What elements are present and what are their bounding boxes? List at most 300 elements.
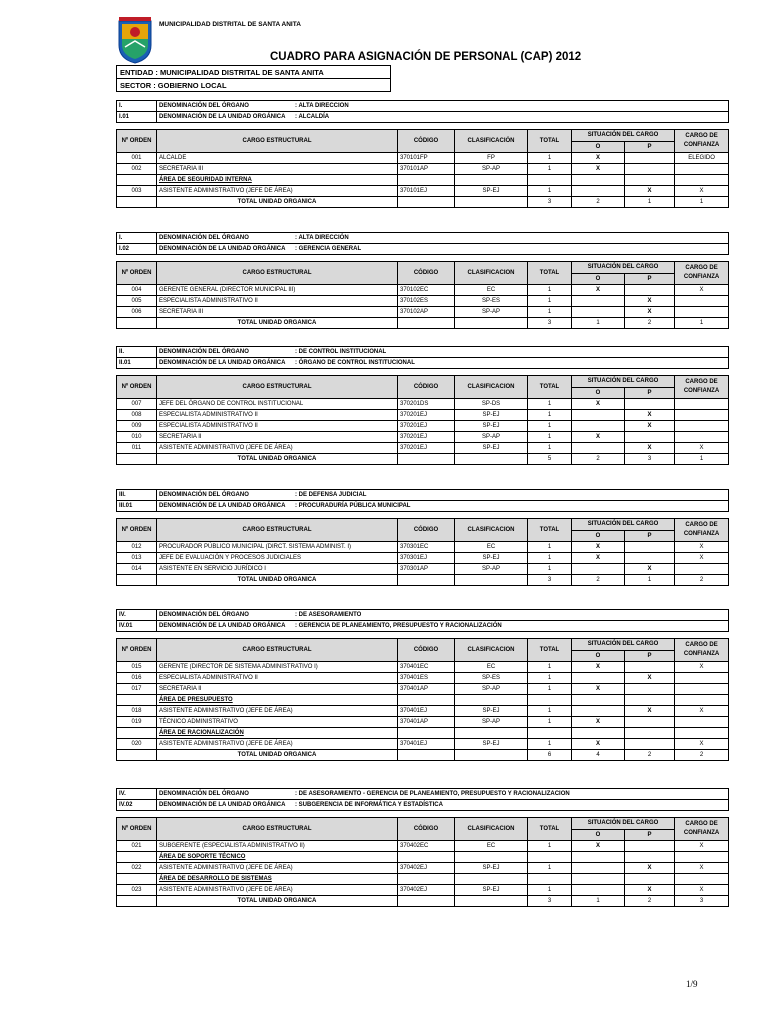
total-p: 2 xyxy=(625,750,675,761)
empty-cell xyxy=(455,175,528,186)
table-row xyxy=(117,153,729,164)
total-cell: 1 xyxy=(528,673,572,684)
table-row xyxy=(117,885,729,896)
clasificacion-cell: FP xyxy=(455,153,528,164)
clasificacion-cell: SP-AP xyxy=(455,432,528,443)
orden-header: Nº ORDEN xyxy=(117,130,157,153)
empty-cell xyxy=(455,874,528,885)
orden-cell: 015 xyxy=(117,662,157,673)
unit-table xyxy=(116,609,729,761)
area-label: ÁREA DE SOPORTE TÉCNICO xyxy=(157,852,398,863)
situacion-o-cell xyxy=(572,863,625,874)
confianza-cell xyxy=(675,421,729,432)
orden-cell: 001 xyxy=(117,153,157,164)
confianza-header: CARGO DE CONFIANZA xyxy=(675,818,729,841)
confianza-cell: X xyxy=(675,186,729,197)
total-unidad-label: TOTAL UNIDAD ORGANICA xyxy=(157,454,398,465)
empty-cell xyxy=(398,874,455,885)
empty-cell xyxy=(625,728,675,739)
orden-cell xyxy=(117,454,157,465)
orden-cell: 016 xyxy=(117,673,157,684)
table-row xyxy=(117,432,729,443)
area-label: ÁREA DE SEGURIDAD INTERNA xyxy=(157,175,398,186)
cargo-cell: SECRETARIA III xyxy=(157,307,398,318)
clasificacion-cell: SP-EJ xyxy=(455,410,528,421)
codigo-cell: 370201EJ xyxy=(398,421,455,432)
empty-cell xyxy=(572,728,625,739)
cargo-cell: ASISTENTE ADMINISTRATIVO (JEFE DE ÁREA) xyxy=(157,706,398,717)
empty-cell xyxy=(398,575,455,586)
cargo-cell: TÉCNICO ADMINISTRATIVO xyxy=(157,717,398,728)
orden-cell: 003 xyxy=(117,186,157,197)
orden-cell xyxy=(117,197,157,208)
orden-header: Nº ORDEN xyxy=(117,818,157,841)
table-row xyxy=(117,553,729,564)
organo-denomination: DENOMINACIÓN DEL ÓRGANO : ALTA DIRECCION xyxy=(157,101,729,112)
situacion-p-cell: X xyxy=(625,673,675,684)
situacion-p-header: P xyxy=(625,530,675,542)
table-row xyxy=(117,421,729,432)
unidad-number: IV.02 xyxy=(117,800,157,811)
clasificacion-cell: EC xyxy=(455,285,528,296)
situacion-p-cell: X xyxy=(625,410,675,421)
organo-number: I. xyxy=(117,101,157,112)
total-p: 2 xyxy=(625,896,675,907)
total-sum: 3 xyxy=(528,896,572,907)
total-cell: 1 xyxy=(528,421,572,432)
situacion-p-cell: X xyxy=(625,885,675,896)
cargo-cell: GERENTE GENERAL (DIRECTOR MUNICIPAL III) xyxy=(157,285,398,296)
situacion-o-cell: X xyxy=(572,553,625,564)
codigo-cell: 370401AP xyxy=(398,684,455,695)
codigo-cell: 370201EJ xyxy=(398,443,455,454)
situacion-p-header: P xyxy=(625,650,675,662)
orden-cell: 018 xyxy=(117,706,157,717)
empty-cell xyxy=(625,175,675,186)
total-p: 2 xyxy=(625,318,675,329)
confianza-cell xyxy=(675,432,729,443)
confianza-cell: X xyxy=(675,542,729,553)
confianza-cell: ELEGIDO xyxy=(675,153,729,164)
empty-cell xyxy=(675,695,729,706)
empty-cell xyxy=(528,175,572,186)
table-row xyxy=(117,307,729,318)
empty-cell xyxy=(455,728,528,739)
total-cell: 1 xyxy=(528,684,572,695)
confianza-cell: X xyxy=(675,443,729,454)
empty-cell xyxy=(572,852,625,863)
total-unidad-label: TOTAL UNIDAD ORGANICA xyxy=(157,575,398,586)
unidad-number: IV.01 xyxy=(117,621,157,632)
orden-cell xyxy=(117,728,157,739)
situacion-o-cell xyxy=(572,421,625,432)
codigo-header: CÓDIGO xyxy=(398,130,455,153)
codigo-cell: 370201EJ xyxy=(398,410,455,421)
codigo-cell: 370401EJ xyxy=(398,739,455,750)
table-row xyxy=(117,410,729,421)
organo-denomination: DENOMINACIÓN DEL ÓRGANO : DE DEFENSA JUDICIAL xyxy=(157,490,729,501)
situacion-o-cell xyxy=(572,186,625,197)
situacion-header: SITUACIÓN DEL CARGO xyxy=(572,130,675,142)
total-header: TOTAL xyxy=(528,262,572,285)
table-row xyxy=(117,739,729,750)
total-cell: 1 xyxy=(528,186,572,197)
organo-number: III. xyxy=(117,490,157,501)
clasificacion-cell: SP-EJ xyxy=(455,553,528,564)
empty-cell xyxy=(625,852,675,863)
situacion-p-cell: X xyxy=(625,296,675,307)
cargo-cell: ESPECIALISTA ADMINISTRATIVO II xyxy=(157,296,398,307)
clasificacion-cell: EC xyxy=(455,841,528,852)
codigo-cell: 370402EC xyxy=(398,841,455,852)
codigo-cell: 370201DS xyxy=(398,399,455,410)
orden-cell: 020 xyxy=(117,739,157,750)
orden-cell xyxy=(117,575,157,586)
empty-cell xyxy=(625,695,675,706)
clasificacion-cell: SP-ES xyxy=(455,296,528,307)
orden-cell xyxy=(117,750,157,761)
empty-cell xyxy=(455,695,528,706)
confianza-cell: X xyxy=(675,662,729,673)
table-row xyxy=(117,285,729,296)
total-cell: 1 xyxy=(528,443,572,454)
total-header: TOTAL xyxy=(528,376,572,399)
total-cell: 1 xyxy=(528,296,572,307)
unidad-number: III.01 xyxy=(117,501,157,512)
orden-cell: 004 xyxy=(117,285,157,296)
confianza-header: CARGO DE CONFIANZA xyxy=(675,376,729,399)
total-cell: 1 xyxy=(528,564,572,575)
situacion-p-cell xyxy=(625,841,675,852)
spacer xyxy=(117,632,729,639)
sector-label: SECTOR : GOBIERNO LOCAL xyxy=(117,79,391,92)
situacion-o-header: O xyxy=(572,387,625,399)
orden-cell xyxy=(117,896,157,907)
empty-cell xyxy=(528,728,572,739)
clasificacion-header: CLASIFICACION xyxy=(455,262,528,285)
situacion-o-header: O xyxy=(572,530,625,542)
empty-cell xyxy=(398,852,455,863)
situacion-p-cell xyxy=(625,432,675,443)
confianza-cell xyxy=(675,164,729,175)
area-label: ÁREA DE RACIONALIZACIÓN xyxy=(157,728,398,739)
situacion-o-cell: X xyxy=(572,841,625,852)
codigo-cell: 370102EC xyxy=(398,285,455,296)
situacion-p-cell xyxy=(625,542,675,553)
codigo-cell: 370401AP xyxy=(398,717,455,728)
cargo-cell: PROCURADOR PÚBLICO MUNICIPAL (DIRCT. SISTEMA ADMINIST. I) xyxy=(157,542,398,553)
cargo-cell: SECRETARIA II xyxy=(157,432,398,443)
clasificacion-cell: EC xyxy=(455,542,528,553)
entity-info xyxy=(116,65,391,92)
situacion-o-cell: X xyxy=(572,662,625,673)
spacer xyxy=(117,369,729,376)
organo-denomination: DENOMINACIÓN DEL ÓRGANO : DE CONTROL INSTITUCIONAL xyxy=(157,347,729,358)
organo-denomination: DENOMINACIÓN DEL ÓRGANO : DE ASESORAMIENTO - GERENCIA DE PLANEAMIENTO, PRESUPUESTO Y RACIONALIZACION xyxy=(157,789,729,800)
total-o: 2 xyxy=(572,197,625,208)
codigo-cell: 370101FP xyxy=(398,153,455,164)
cargo-cell: ALCALDE xyxy=(157,153,398,164)
empty-cell xyxy=(675,728,729,739)
situacion-o-cell xyxy=(572,307,625,318)
total-confianza: 2 xyxy=(675,575,729,586)
total-o: 2 xyxy=(572,575,625,586)
total-cell: 1 xyxy=(528,739,572,750)
empty-cell xyxy=(455,197,528,208)
total-confianza: 1 xyxy=(675,318,729,329)
confianza-header: CARGO DE CONFIANZA xyxy=(675,519,729,542)
table-row xyxy=(117,399,729,410)
table-row xyxy=(117,186,729,197)
cargo-cell: ASISTENTE ADMINISTRATIVO (JEFE DE ÁREA) xyxy=(157,863,398,874)
orden-header: Nº ORDEN xyxy=(117,519,157,542)
total-cell: 1 xyxy=(528,432,572,443)
clasificacion-cell: SP-EJ xyxy=(455,443,528,454)
table-row xyxy=(117,874,729,885)
clasificacion-cell: SP-AP xyxy=(455,684,528,695)
total-cell: 1 xyxy=(528,285,572,296)
empty-cell xyxy=(455,896,528,907)
situacion-o-cell xyxy=(572,410,625,421)
total-confianza: 2 xyxy=(675,750,729,761)
situacion-p-header: P xyxy=(625,829,675,841)
orden-header: Nº ORDEN xyxy=(117,262,157,285)
cargo-cell: SECRETARIA II xyxy=(157,684,398,695)
orden-cell xyxy=(117,695,157,706)
table-row xyxy=(117,175,729,186)
empty-cell xyxy=(398,695,455,706)
unidad-number: I.02 xyxy=(117,244,157,255)
codigo-header: CÓDIGO xyxy=(398,639,455,662)
cargo-cell: JEFE DEL ÓRGANO DE CONTROL INSTITUCIONAL xyxy=(157,399,398,410)
clasificacion-cell: SP-EJ xyxy=(455,421,528,432)
situacion-p-cell: X xyxy=(625,863,675,874)
total-cell: 1 xyxy=(528,706,572,717)
cargo-header: CARGO ESTRUCTURAL xyxy=(157,519,398,542)
codigo-cell: 370301EJ xyxy=(398,553,455,564)
codigo-cell: 370402EJ xyxy=(398,885,455,896)
situacion-p-cell: X xyxy=(625,706,675,717)
table-row xyxy=(117,841,729,852)
total-header: TOTAL xyxy=(528,519,572,542)
organo-denomination: DENOMINACIÓN DEL ÓRGANO : DE ASESORAMIENTO xyxy=(157,610,729,621)
situacion-p-cell: X xyxy=(625,186,675,197)
table-row xyxy=(117,662,729,673)
codigo-cell: 370102AP xyxy=(398,307,455,318)
totals-row xyxy=(117,318,729,329)
total-sum: 5 xyxy=(528,454,572,465)
clasificacion-header: CLASIFICACION xyxy=(455,376,528,399)
empty-cell xyxy=(572,874,625,885)
codigo-header: CÓDIGO xyxy=(398,376,455,399)
clasificacion-header: CLASIFICACION xyxy=(455,818,528,841)
codigo-cell: 370401ES xyxy=(398,673,455,684)
table-row xyxy=(117,296,729,307)
total-confianza: 1 xyxy=(675,197,729,208)
confianza-cell xyxy=(675,410,729,421)
table-row xyxy=(117,564,729,575)
orden-cell xyxy=(117,874,157,885)
spacer xyxy=(117,512,729,519)
unit-table xyxy=(116,346,729,465)
situacion-o-cell: X xyxy=(572,164,625,175)
table-row xyxy=(117,542,729,553)
confianza-cell: X xyxy=(675,885,729,896)
total-o: 1 xyxy=(572,318,625,329)
situacion-p-cell: X xyxy=(625,443,675,454)
orden-cell: 014 xyxy=(117,564,157,575)
orden-cell: 007 xyxy=(117,399,157,410)
situacion-p-cell xyxy=(625,285,675,296)
confianza-cell: X xyxy=(675,706,729,717)
totals-row xyxy=(117,896,729,907)
orden-cell: 005 xyxy=(117,296,157,307)
clasificacion-cell: SP-EJ xyxy=(455,186,528,197)
cargo-header: CARGO ESTRUCTURAL xyxy=(157,818,398,841)
total-cell: 1 xyxy=(528,410,572,421)
situacion-o-cell: X xyxy=(572,739,625,750)
confianza-header: CARGO DE CONFIANZA xyxy=(675,130,729,153)
situacion-o-cell: X xyxy=(572,285,625,296)
situacion-o-cell xyxy=(572,885,625,896)
empty-cell xyxy=(455,750,528,761)
empty-cell xyxy=(398,175,455,186)
total-cell: 1 xyxy=(528,153,572,164)
total-sum: 3 xyxy=(528,197,572,208)
situacion-o-cell: X xyxy=(572,717,625,728)
situacion-o-header: O xyxy=(572,650,625,662)
area-label: ÁREA DE DESARROLLO DE SISTEMAS xyxy=(157,874,398,885)
table-row xyxy=(117,728,729,739)
situacion-p-cell xyxy=(625,739,675,750)
situacion-o-cell xyxy=(572,673,625,684)
table-row xyxy=(117,443,729,454)
empty-cell xyxy=(455,852,528,863)
confianza-cell xyxy=(675,307,729,318)
document-title: CUADRO PARA ASIGNACIÓN DE PERSONAL (CAP) 2012 xyxy=(270,51,582,63)
situacion-o-header: O xyxy=(572,141,625,153)
cargo-header: CARGO ESTRUCTURAL xyxy=(157,376,398,399)
empty-cell xyxy=(398,197,455,208)
empty-cell xyxy=(572,175,625,186)
confianza-cell: X xyxy=(675,739,729,750)
clasificacion-header: CLASIFICACION xyxy=(455,519,528,542)
municipal-crest-logo xyxy=(117,17,153,65)
total-cell: 1 xyxy=(528,885,572,896)
organo-number: IV. xyxy=(117,789,157,800)
orden-cell: 013 xyxy=(117,553,157,564)
clasificacion-cell: EC xyxy=(455,662,528,673)
orden-cell: 011 xyxy=(117,443,157,454)
table-row xyxy=(117,164,729,175)
situacion-p-cell xyxy=(625,717,675,728)
orden-cell xyxy=(117,175,157,186)
cargo-cell: SUBGERENTE (ESPECIALISTA ADMINISTRATIVO II) xyxy=(157,841,398,852)
table-row xyxy=(117,852,729,863)
orden-cell: 019 xyxy=(117,717,157,728)
total-sum: 3 xyxy=(528,318,572,329)
codigo-header: CÓDIGO xyxy=(398,519,455,542)
empty-cell xyxy=(528,874,572,885)
unidad-number: I.01 xyxy=(117,112,157,123)
confianza-header: CARGO DE CONFIANZA xyxy=(675,262,729,285)
situacion-p-header: P xyxy=(625,273,675,285)
table-row xyxy=(117,684,729,695)
confianza-cell: X xyxy=(675,841,729,852)
situacion-p-cell: X xyxy=(625,421,675,432)
total-header: TOTAL xyxy=(528,130,572,153)
empty-cell xyxy=(675,175,729,186)
table-row xyxy=(117,863,729,874)
spacer xyxy=(117,255,729,262)
spacer xyxy=(117,811,729,818)
total-unidad-label: TOTAL UNIDAD ORGANICA xyxy=(157,750,398,761)
clasificacion-cell: SP-AP xyxy=(455,164,528,175)
situacion-p-cell xyxy=(625,153,675,164)
situacion-o-cell: X xyxy=(572,399,625,410)
cargo-cell: ASISTENTE ADMINISTRATIVO (JEFE DE ÁREA) xyxy=(157,885,398,896)
confianza-cell xyxy=(675,717,729,728)
total-cell: 1 xyxy=(528,164,572,175)
unidad-denomination: DENOMINACIÓN DE LA UNIDAD ORGÁNICA : SUBGERENCIA DE INFORMÁTICA Y ESTADÍSTICA xyxy=(157,800,729,811)
orden-cell: 008 xyxy=(117,410,157,421)
orden-cell: 002 xyxy=(117,164,157,175)
situacion-header: SITUACIÓN DEL CARGO xyxy=(572,639,675,651)
total-cell: 1 xyxy=(528,717,572,728)
confianza-header: CARGO DE CONFIANZA xyxy=(675,639,729,662)
situacion-header: SITUACIÓN DEL CARGO xyxy=(572,818,675,830)
empty-cell xyxy=(675,852,729,863)
codigo-cell: 370301AP xyxy=(398,564,455,575)
situacion-p-cell: X xyxy=(625,307,675,318)
empty-cell xyxy=(455,454,528,465)
situacion-p-cell xyxy=(625,399,675,410)
empty-cell xyxy=(398,318,455,329)
orden-cell: 023 xyxy=(117,885,157,896)
empty-cell xyxy=(398,896,455,907)
cargo-header: CARGO ESTRUCTURAL xyxy=(157,130,398,153)
unit-table xyxy=(116,489,729,586)
unidad-number: II.01 xyxy=(117,358,157,369)
total-cell: 1 xyxy=(528,863,572,874)
confianza-cell xyxy=(675,296,729,307)
page-number: 1/9 xyxy=(686,979,698,989)
confianza-cell xyxy=(675,564,729,575)
cargo-cell: SECRETARIA III xyxy=(157,164,398,175)
table-row xyxy=(117,717,729,728)
cargo-cell: ESPECIALISTA ADMINISTRATIVO II xyxy=(157,673,398,684)
situacion-p-header: P xyxy=(625,141,675,153)
total-unidad-label: TOTAL UNIDAD ORGANICA xyxy=(157,197,398,208)
total-cell: 1 xyxy=(528,662,572,673)
codigo-header: CÓDIGO xyxy=(398,818,455,841)
cargo-cell: GERENTE (DIRECTOR DE SISTEMA ADMINISTRATIVO I) xyxy=(157,662,398,673)
clasificacion-header: CLASIFICACION xyxy=(455,639,528,662)
situacion-header: SITUACIÓN DEL CARGO xyxy=(572,376,675,388)
empty-cell xyxy=(528,852,572,863)
codigo-cell: 370102ES xyxy=(398,296,455,307)
clasificacion-cell: SP-EJ xyxy=(455,863,528,874)
unidad-denomination: DENOMINACIÓN DE LA UNIDAD ORGÁNICA : GERENCIA DE PLANEAMIENTO, PRESUPUESTO Y RACIONALIZACIÓN xyxy=(157,621,729,632)
empty-cell xyxy=(675,874,729,885)
orden-cell: 022 xyxy=(117,863,157,874)
confianza-cell: X xyxy=(675,863,729,874)
situacion-o-cell xyxy=(572,564,625,575)
total-sum: 6 xyxy=(528,750,572,761)
codigo-header: CÓDIGO xyxy=(398,262,455,285)
cargo-cell: ASISTENTE ADMINISTRATIVO (JEFE DE ÁREA) xyxy=(157,186,398,197)
situacion-o-cell: X xyxy=(572,684,625,695)
